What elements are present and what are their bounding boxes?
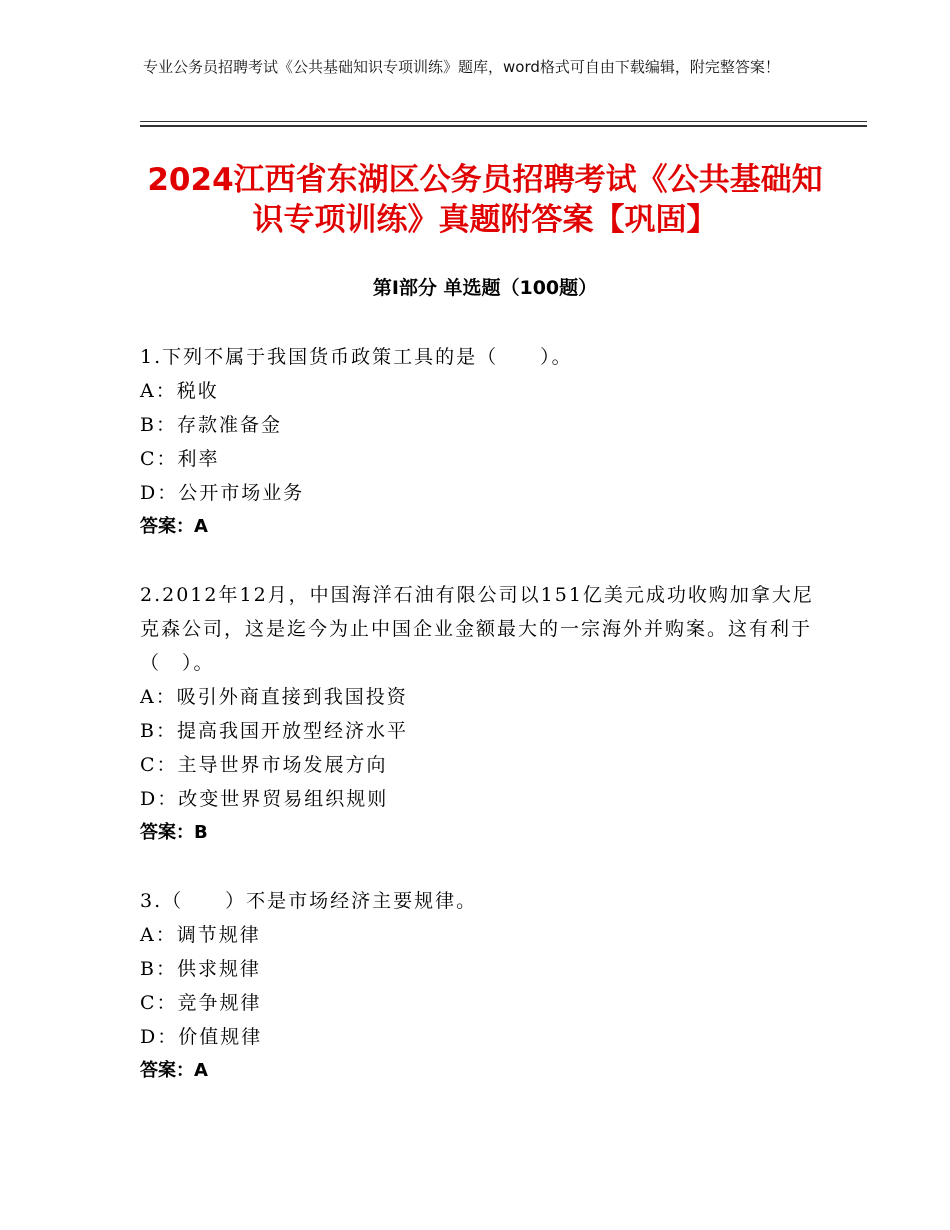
header-note: 专业公务员招聘考试《公共基础知识专项训练》题库，word格式可自由下载编辑，附完整答案！ [143,58,780,76]
question-2 [140,578,820,850]
option-d: D：公开市场业务 [140,482,305,504]
document-title: 2024江西省东湖区公务员招聘考试《公共基础知识专项训练》真题附答案【巩固】 [147,162,823,238]
option-b: B：提高我国开放型经济水平 [140,720,408,742]
option-d: D：改变世界贸易组织规则 [140,788,389,810]
header-rule-thin [140,121,867,122]
option-b: B：供求规律 [140,958,261,980]
question-stem: 1.下列不属于我国货币政策工具的是（ ）。 [140,346,573,368]
option-b: B：存款准备金 [140,414,282,436]
answer: 答案：B [140,822,208,843]
answer: 答案：A [140,1060,208,1081]
question-stem: 3.（ ）不是市场经济主要规律。 [140,890,478,912]
option-c: C：利率 [140,448,220,470]
option-a: A：调节规律 [140,924,261,946]
question-1 [140,340,820,544]
question-3 [140,884,820,1088]
option-c: C：竞争规律 [140,992,262,1014]
option-c: C：主导世界市场发展方向 [140,754,388,776]
option-a: A：吸引外商直接到我国投资 [140,686,408,708]
header-rule-thick [140,125,867,127]
answer: 答案：A [140,516,208,537]
question-list [140,340,820,1122]
option-d: D：价值规律 [140,1026,263,1048]
question-stem: 2.2012年12月，中国海洋石油有限公司以151亿美元成功收购加拿大尼克森公司，这是迄今为止中国企业金额最大的一宗海外并购案。这有利于（ ）。 [140,584,814,674]
section-title: 第Ⅰ部分 单选题（100题） [372,277,598,299]
option-a: A：税收 [140,380,219,402]
